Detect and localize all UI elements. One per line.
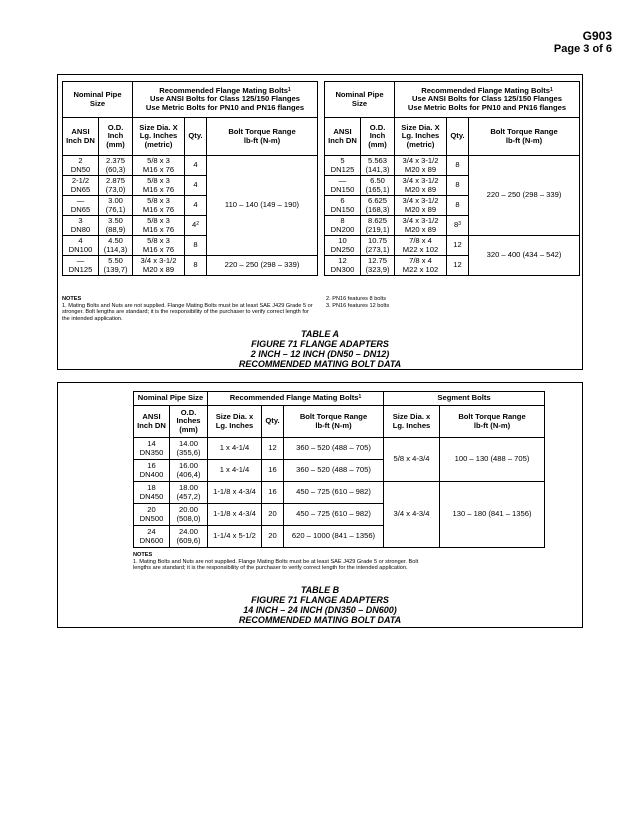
col-od-header: O.D. Inches (mm) xyxy=(170,406,208,438)
segment-bolts-header: Segment Bolts xyxy=(384,392,545,406)
ansi-dn-cell: — DN150 xyxy=(325,176,361,196)
bolt-size-cell: 7/8 x 4 M22 x 102 xyxy=(395,256,447,276)
od-cell: 4.50 (114,3) xyxy=(99,236,133,256)
qty-cell: 12 xyxy=(447,256,469,276)
notes-title: NOTES xyxy=(133,552,153,558)
torque-range-cell: 220 – 250 (298 – 339) xyxy=(469,156,580,236)
col-seg-size-header: Size Dia. x Lg. Inches xyxy=(384,406,440,438)
col-torque-header: Bolt Torque Range lb-ft (N-m) xyxy=(207,118,318,156)
od-cell: 8.625 (219,1) xyxy=(361,216,395,236)
ansi-dn-cell: 8 DN200 xyxy=(325,216,361,236)
qty-cell: 20 xyxy=(262,526,284,548)
col-torque-header: Bolt Torque Range lb-ft (N-m) xyxy=(284,406,384,438)
ansi-dn-cell: 3 DN80 xyxy=(63,216,99,236)
bolt-size-cell: 5/8 x 3 M16 x 76 xyxy=(133,156,185,176)
table-row xyxy=(325,236,580,256)
qty-cell: 8 xyxy=(185,236,207,256)
table-a-panel xyxy=(57,74,583,370)
torque-range-cell: 320 – 400 (434 – 542) xyxy=(469,236,580,276)
note-3: 3. PN16 features 12 bolts xyxy=(326,302,390,309)
table-b xyxy=(133,391,545,548)
table-a-right xyxy=(324,81,580,276)
bolt-size-cell: 1 x 4-1/4 xyxy=(208,438,262,460)
qty-cell: 4 xyxy=(185,156,207,176)
ansi-dn-cell: 4 DN100 xyxy=(63,236,99,256)
od-cell: 3.00 (76,1) xyxy=(99,196,133,216)
col-ansi-header: ANSI Inch DN xyxy=(134,406,170,438)
bolt-size-cell: 3/4 x 3-1/2 M20 x 89 xyxy=(395,156,447,176)
table-row xyxy=(134,438,545,460)
bolt-size-cell: 3/4 x 3-1/2 M20 x 89 xyxy=(395,216,447,236)
qty-cell: 4 xyxy=(185,196,207,216)
ansi-dn-cell: 5 DN125 xyxy=(325,156,361,176)
qty-cell: 12 xyxy=(447,236,469,256)
page-header xyxy=(554,30,612,56)
table-row xyxy=(63,156,318,176)
table-row xyxy=(63,256,318,276)
table-b-caption: TABLE B FIGURE 71 FLANGE ADAPTERS 14 INCH – 24 INCH (DN350 – DN600) RECOMMENDED MATING BOLT DATA xyxy=(238,585,402,625)
note-2: 2. PN16 features 8 bolts xyxy=(326,296,387,302)
ansi-dn-cell: 2 DN50 xyxy=(63,156,99,176)
od-cell: 6.50 (165,1) xyxy=(361,176,395,196)
od-cell: 2.375 (60,3) xyxy=(99,156,133,176)
torque-range-cell: 450 – 725 (610 – 982) xyxy=(284,482,384,504)
qty-cell: $4^2$ xyxy=(185,216,207,236)
col-qty-header: Qty. xyxy=(185,118,207,156)
qty-cell: 8 xyxy=(447,176,469,196)
col-qty-header: Qty. xyxy=(447,118,469,156)
page-number: Page 3 of 6 xyxy=(553,43,612,55)
segment-torque-cell: 100 – 130 (488 – 705) xyxy=(440,438,545,482)
table-row xyxy=(325,156,580,176)
od-cell: 2.875 (73,0) xyxy=(99,176,133,196)
ansi-dn-cell: 10 DN250 xyxy=(325,236,361,256)
col-torque-header: Bolt Torque Range lb-ft (N-m) xyxy=(469,118,580,156)
table-a-left xyxy=(62,81,318,276)
torque-range-cell: 220 – 250 (298 – 339) xyxy=(207,256,318,276)
qty-cell: 8 xyxy=(447,156,469,176)
od-cell: 18.00 (457,2) xyxy=(170,482,208,504)
ansi-dn-cell: 16 DN400 xyxy=(134,460,170,482)
bolt-size-cell: 5/8 x 3 M16 x 76 xyxy=(133,176,185,196)
document-code: G903 xyxy=(582,29,612,43)
torque-range-cell: 360 – 520 (488 – 705) xyxy=(284,460,384,482)
bolt-size-cell: 3/4 x 3-1/2 M20 x 89 xyxy=(395,176,447,196)
nominal-pipe-size-header: Nominal Pipe Size xyxy=(63,82,133,118)
ansi-dn-cell: — DN65 xyxy=(63,196,99,216)
torque-range-cell: 620 – 1000 (841 – 1356) xyxy=(284,526,384,548)
col-od-header: O.D. Inch (mm) xyxy=(361,118,395,156)
od-cell: 20.00 (508,0) xyxy=(170,504,208,526)
col-qty-header: Qty. xyxy=(262,406,284,438)
bolt-size-cell: 3/4 x 3-1/2 M20 x 89 xyxy=(395,196,447,216)
ansi-dn-cell: 20 DN500 xyxy=(134,504,170,526)
bolt-size-cell: 1-1/8 x 4-3/4 xyxy=(208,482,262,504)
note-1: 1. Mating Bolts and Nuts are not supplied. Flange Mating Bolts must be at least SAE J429 Grade 5 or stronger. Bolt lengths are standard; it is the responsibility of the purchaser to verify correct length for the intended application. xyxy=(133,558,419,572)
table-row xyxy=(134,482,545,504)
table-a-notes-right xyxy=(326,296,526,309)
torque-range-cell: 110 – 140 (149 – 190) xyxy=(207,156,318,256)
ansi-dn-cell: 2-1/2 DN65 xyxy=(63,176,99,196)
od-cell: 12.75 (323,9) xyxy=(361,256,395,276)
od-cell: 24.00 (609,6) xyxy=(170,526,208,548)
recommended-bolts-header: Recommended Flange Mating Bolts$^1$ Use ANSI Bolts for Class 125/150 Flanges Use Metric Bolts for PN10 and PN16 flanges xyxy=(395,82,580,118)
segment-size-cell: 5/8 x 4-3/4 xyxy=(384,438,440,482)
table-a-notes xyxy=(62,296,318,322)
col-seg-torque-header: Bolt Torque Range lb-ft (N-m) xyxy=(440,406,545,438)
col-size-header: Size Dia. x Lg. Inches xyxy=(208,406,262,438)
recommended-bolts-header: Recommended Flange Mating Bolts$^1$ xyxy=(208,392,384,406)
od-cell: 10.75 (273,1) xyxy=(361,236,395,256)
segment-torque-cell: 130 – 180 (841 – 1356) xyxy=(440,482,545,548)
od-cell: 6.625 (168,3) xyxy=(361,196,395,216)
od-cell: 14.00 (355,6) xyxy=(170,438,208,460)
bolt-size-cell: 1-1/8 x 4-3/4 xyxy=(208,504,262,526)
qty-cell: 16 xyxy=(262,482,284,504)
od-cell: 5.563 (141,3) xyxy=(361,156,395,176)
col-size-header: Size Dia. X Lg. Inches (metric) xyxy=(133,118,185,156)
notes-title: NOTES xyxy=(62,296,82,302)
bolt-size-cell: 1-1/4 x 5-1/2 xyxy=(208,526,262,548)
ansi-dn-cell: 12 DN300 xyxy=(325,256,361,276)
ansi-dn-cell: — DN125 xyxy=(63,256,99,276)
nominal-pipe-size-header: Nominal Pipe Size xyxy=(134,392,208,406)
nominal-pipe-size-header: Nominal Pipe Size xyxy=(325,82,395,118)
bolt-size-cell: 7/8 x 4 M22 x 102 xyxy=(395,236,447,256)
table-b-notes xyxy=(133,552,423,572)
bolt-size-cell: 5/8 x 3 M16 x 76 xyxy=(133,196,185,216)
qty-cell: 8 xyxy=(185,256,207,276)
segment-size-cell: 3/4 x 4-3/4 xyxy=(384,482,440,548)
qty-cell: $8^3$ xyxy=(447,216,469,236)
bolt-size-cell: 5/8 x 3 M16 x 76 xyxy=(133,216,185,236)
torque-range-cell: 450 – 725 (610 – 982) xyxy=(284,504,384,526)
od-cell: 5.50 (139,7) xyxy=(99,256,133,276)
col-od-header: O.D. Inch (mm) xyxy=(99,118,133,156)
col-ansi-header: ANSI Inch DN xyxy=(63,118,99,156)
ansi-dn-cell: 14 DN350 xyxy=(134,438,170,460)
note-1: 1. Mating Bolts and Nuts are not supplied. Flange Mating Bolts must be at least SAE J429 Grade 5 or stronger. Bolt lengths are standard; it is the responsibility of the purchaser to verify correct length for the intended application. xyxy=(62,302,313,322)
recommended-bolts-header: Recommended Flange Mating Bolts$^1$ Use ANSI Bolts for Class 125/150 Flanges Use Metric Bolts for PN10 and PN16 flanges xyxy=(133,82,318,118)
qty-cell: 8 xyxy=(447,196,469,216)
torque-range-cell: 360 – 520 (488 – 705) xyxy=(284,438,384,460)
bolt-size-cell: 5/8 x 3 M16 x 76 xyxy=(133,236,185,256)
qty-cell: 12 xyxy=(262,438,284,460)
ansi-dn-cell: 24 DN600 xyxy=(134,526,170,548)
col-ansi-header: ANSI Inch DN xyxy=(325,118,361,156)
table-a-caption: TABLE A FIGURE 71 FLANGE ADAPTERS 2 INCH – 12 INCH (DN50 – DN12) RECOMMENDED MATING BOLT DATA xyxy=(238,329,402,369)
qty-cell: 20 xyxy=(262,504,284,526)
od-cell: 3.50 (88,9) xyxy=(99,216,133,236)
ansi-dn-cell: 6 DN150 xyxy=(325,196,361,216)
bolt-size-cell: 3/4 x 3-1/2 M20 x 89 xyxy=(133,256,185,276)
od-cell: 16.00 (406,4) xyxy=(170,460,208,482)
qty-cell: 16 xyxy=(262,460,284,482)
table-b-panel xyxy=(57,382,583,628)
ansi-dn-cell: 18 DN450 xyxy=(134,482,170,504)
bolt-size-cell: 1 x 4-1/4 xyxy=(208,460,262,482)
qty-cell: 4 xyxy=(185,176,207,196)
col-size-header: Size Dia. X Lg. Inches (metric) xyxy=(395,118,447,156)
